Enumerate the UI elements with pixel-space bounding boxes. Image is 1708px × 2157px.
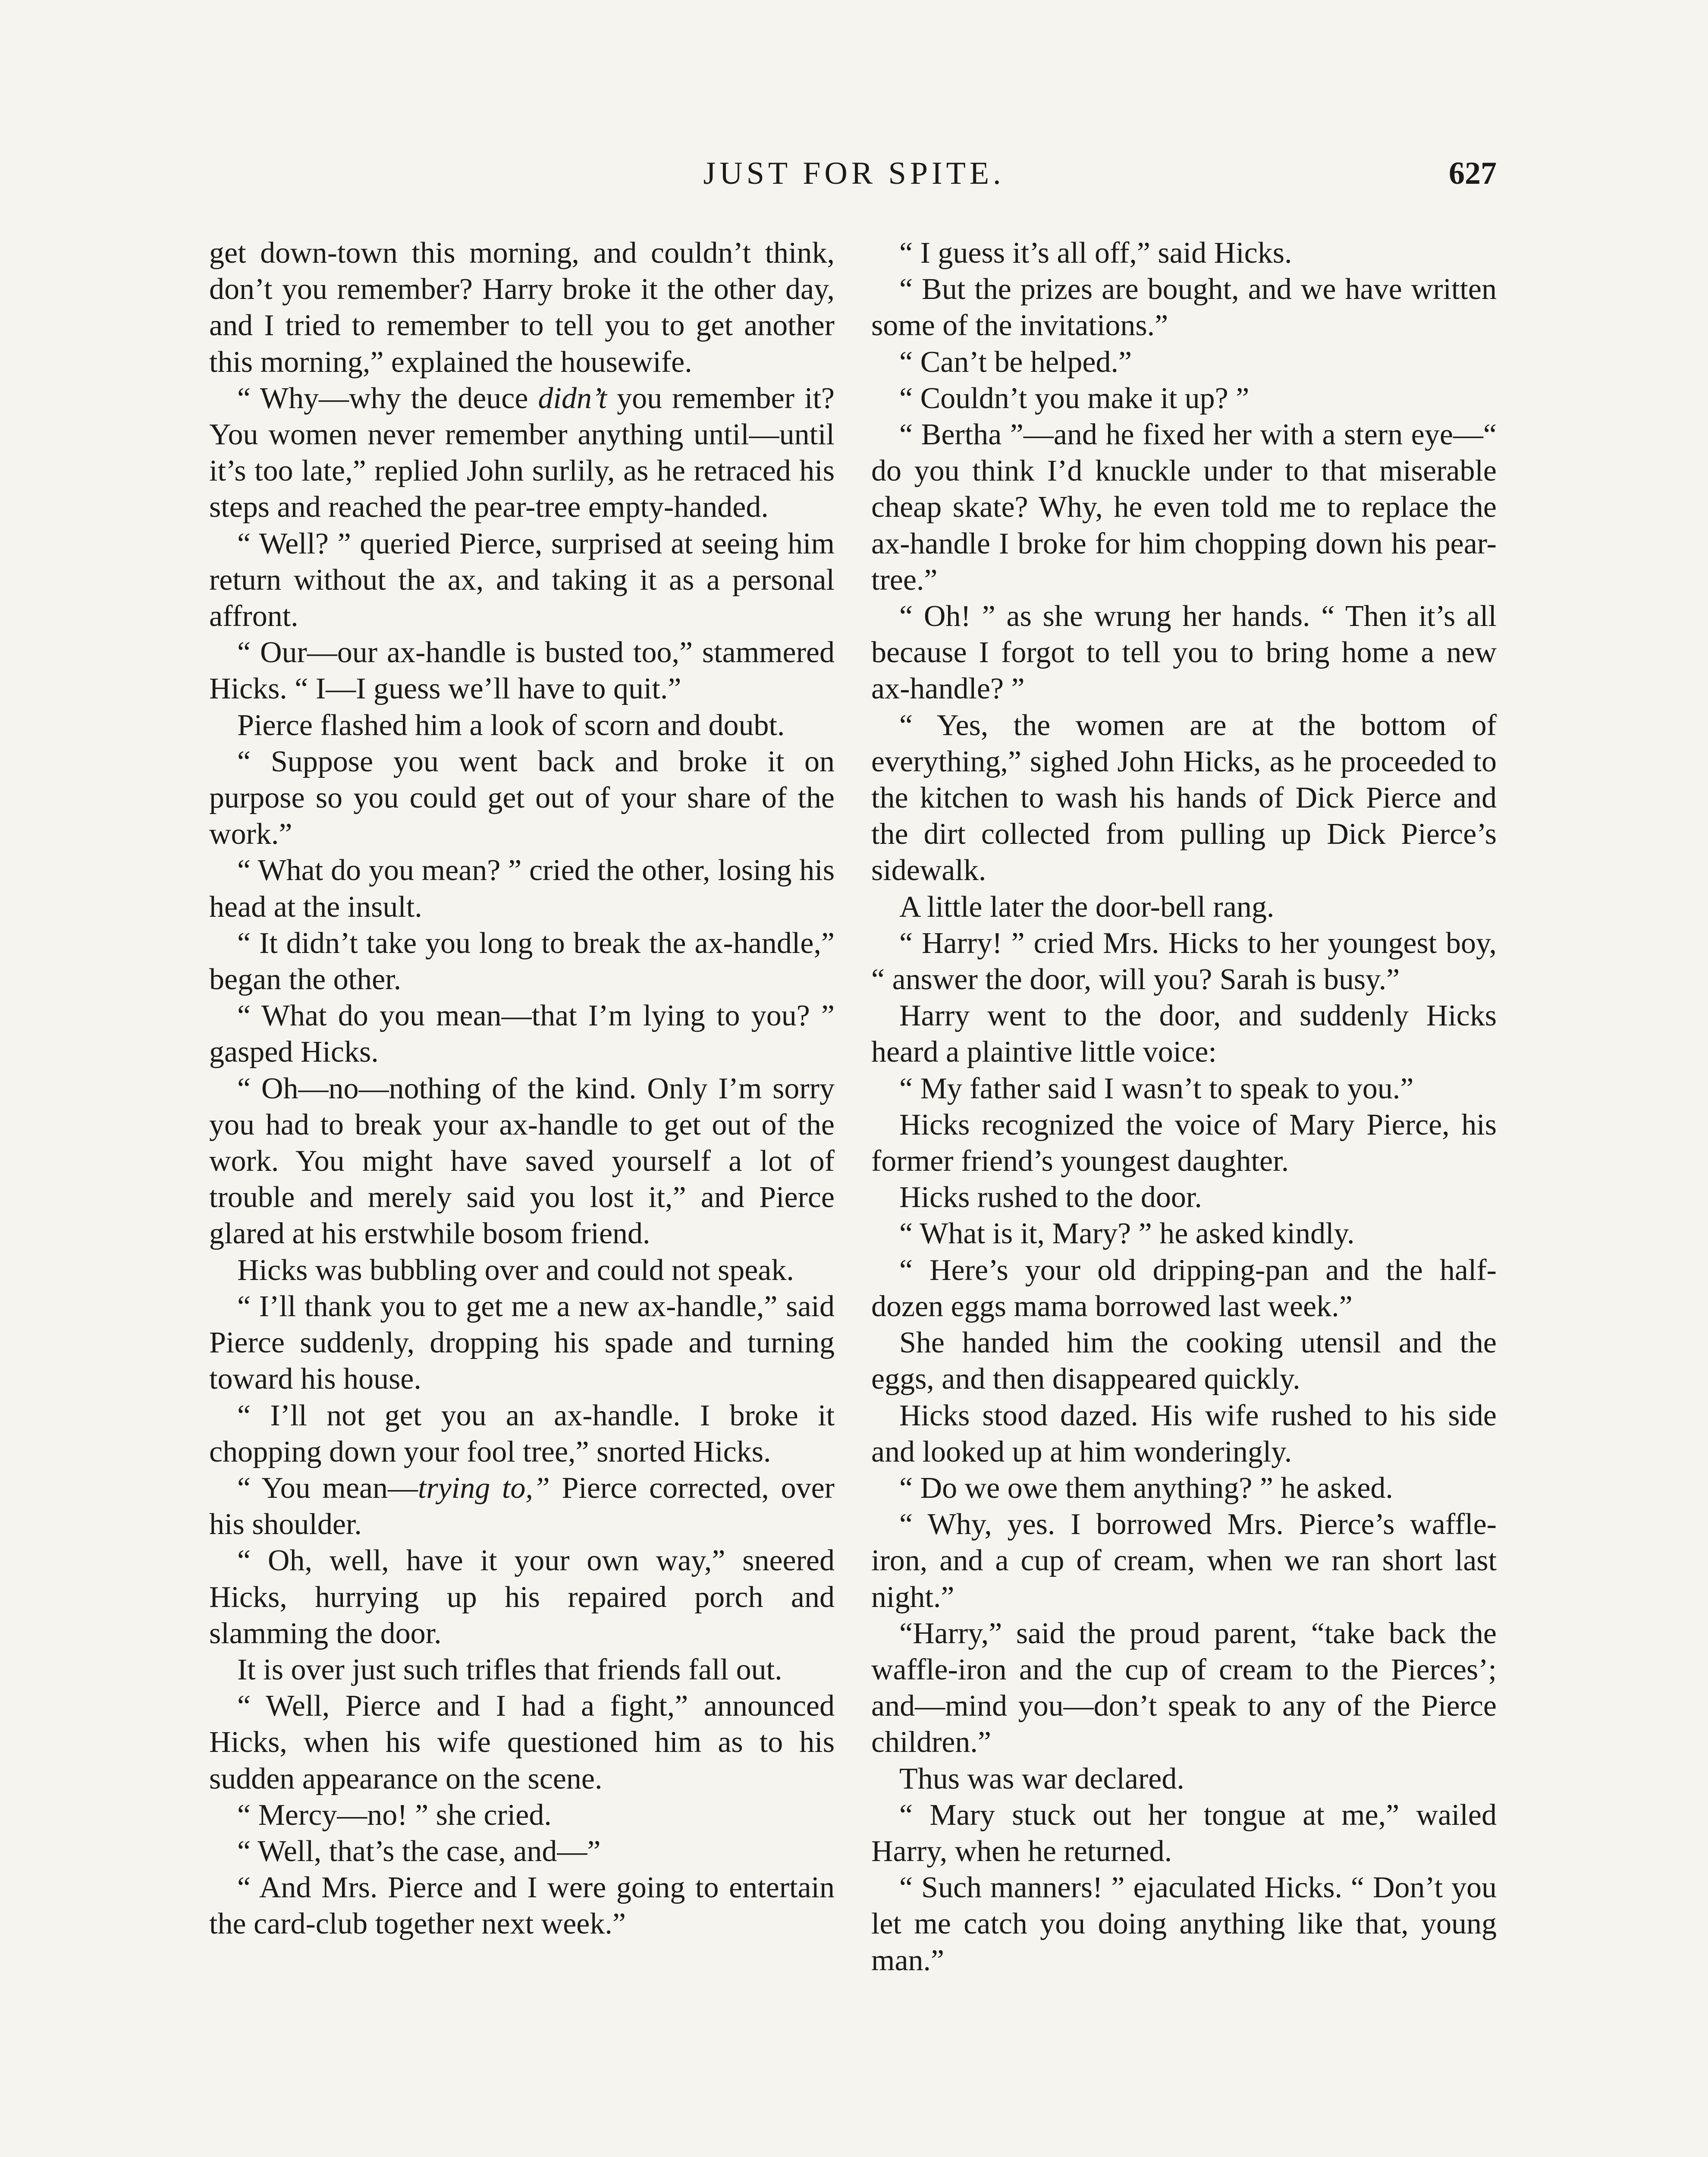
paragraph: “ Our—our ax-handle is busted too,” stammered Hicks. “ I—I guess we’ll have to quit.” — [209, 636, 835, 706]
paragraph: It is over just such trifles that friends fall out. — [237, 1653, 782, 1686]
paragraph: “ You mean—trying to,” Pierce corrected, over his shoulder. — [209, 1471, 835, 1541]
paragraph: “ Do we owe them anything? ” he asked. — [899, 1471, 1393, 1505]
paragraph: “ Suppose you went back and broke it on purpose so you could get out of your share of the work.” — [209, 745, 835, 851]
paragraph: “ Well, Pierce and I had a fight,” announced Hicks, when his wife questioned him as to his sudden appearance on the scene. — [209, 1689, 835, 1795]
right-text-column — [871, 235, 1497, 1979]
paragraph: “ Oh, well, have it your own way,” sneered Hicks, hurrying up his repaired porch and slamming the door. — [209, 1544, 835, 1650]
paragraph: “ Can’t be helped.” — [899, 345, 1132, 379]
running-header-title: JUST FOR SPITE. — [703, 156, 1005, 191]
paragraph: “ Such manners! ” ejaculated Hicks. “ Don’t you let me catch you doing anything like that, young man.” — [871, 1871, 1497, 1977]
paragraph: “ Mary stuck out her tongue at me,” wailed Harry, when he returned. — [871, 1798, 1497, 1868]
paragraph: She handed him the cooking utensil and the eggs, and then disappeared quickly. — [871, 1326, 1497, 1396]
paragraph: “ But the prizes are bought, and we have written some of the invitations.” — [871, 273, 1497, 343]
paragraph: Hicks stood dazed. His wife rushed to his side and looked up at him wonderingly. — [871, 1399, 1497, 1468]
paragraph: “ What do you mean? ” cried the other, losing his head at the insult. — [209, 854, 835, 924]
paragraph: “ Oh—no—nothing of the kind. Only I’m sorry you had to break your ax-handle to get out of the work. You might have saved yourself a lot of trouble and merely said you lost it,” and Pierce glared at his erstwhile bosom friend. — [209, 1072, 835, 1251]
left-text-column — [209, 235, 835, 1943]
paragraph: “ My father said I wasn’t to speak to you.” — [899, 1072, 1414, 1105]
paragraph: “ Well? ” queried Pierce, surprised at seeing him return without the ax, and taking it as a personal affront. — [209, 527, 835, 633]
paragraph: “ Mercy—no! ” she cried. — [237, 1798, 552, 1832]
paragraph: A little later the door-bell rang. — [899, 890, 1275, 924]
paragraph: “ Harry! ” cried Mrs. Hicks to her youngest boy, “ answer the door, will you? Sarah is busy.” — [871, 926, 1497, 997]
paragraph: Thus was war declared. — [899, 1762, 1184, 1795]
paragraph: “ Well, that’s the case, and—” — [237, 1834, 601, 1868]
paragraph: “ What do you mean—that I’m lying to you? ” gasped Hicks. — [209, 999, 835, 1069]
paragraph: Harry went to the door, and suddenly Hicks heard a plaintive little voice: — [871, 999, 1497, 1069]
paragraph: “ Why, yes. I borrowed Mrs. Pierce’s waffle-iron, and a cup of cream, when we ran short last night.” — [871, 1508, 1497, 1614]
paragraph: Hicks rushed to the door. — [899, 1181, 1202, 1214]
paragraph: “ What is it, Mary? ” he asked kindly. — [899, 1217, 1355, 1251]
paragraph: get down-town this morning, and couldn’t think, don’t you remember? Harry broke it the other day, and I tried to remember to tell you to get another this morning,” explained the housewife. — [209, 236, 835, 379]
paragraph: “ Couldn’t you make it up? ” — [899, 381, 1250, 415]
paragraph: “ Why—why the deuce didn’t you remember it? You women never remember anything until—until it’s too late,” replied John surlily, as he retraced his steps and reached the pear-tree empty-handed. — [209, 381, 835, 524]
paragraph: “ I’ll not get you an ax-handle. I broke it chopping down your fool tree,” snorted Hicks. — [209, 1399, 835, 1468]
paragraph: “ Yes, the women are at the bottom of everything,” sighed John Hicks, as he proceeded to the kitchen to wash his hands of Dick Pierce and the dirt collected from pulling up Dick Pierce’s sidewalk. — [871, 708, 1497, 887]
paragraph: “ I guess it’s all off,” said Hicks. — [899, 236, 1292, 270]
paragraph: “Harry,” said the proud parent, “take back the waffle-iron and the cup of cream to the Pierces’; and—mind you—don’t speak to any of the Pierce children.” — [871, 1616, 1497, 1759]
paragraph: “ And Mrs. Pierce and I were going to entertain the card-club together next week.” — [209, 1871, 835, 1941]
paragraph: Pierce flashed him a look of scorn and doubt. — [237, 708, 785, 742]
paragraph: “ It didn’t take you long to break the ax-handle,” began the other. — [209, 926, 835, 997]
paragraph: “ Here’s your old dripping-pan and the half-dozen eggs mama borrowed last week.” — [871, 1253, 1497, 1323]
paragraph: Hicks was bubbling over and could not speak. — [237, 1253, 794, 1287]
paragraph: “ Oh! ” as she wrung her hands. “ Then it’s all because I forgot to tell you to bring home a new ax-handle? ” — [871, 600, 1497, 706]
paragraph: Hicks recognized the voice of Mary Pierce, his former friend’s youngest daughter. — [871, 1108, 1497, 1178]
paragraph: “ I’ll thank you to get me a new ax-handle,” said Pierce suddenly, dropping his spade and turning toward his house. — [209, 1289, 835, 1396]
paragraph: “ Bertha ”—and he fixed her with a stern eye—“ do you think I’d knuckle under to that miserable cheap skate? Why, he even told me to replace the ax-handle I broke for him chopping down his pear-tree.” — [871, 418, 1497, 597]
page-number: 627 — [1449, 156, 1497, 191]
